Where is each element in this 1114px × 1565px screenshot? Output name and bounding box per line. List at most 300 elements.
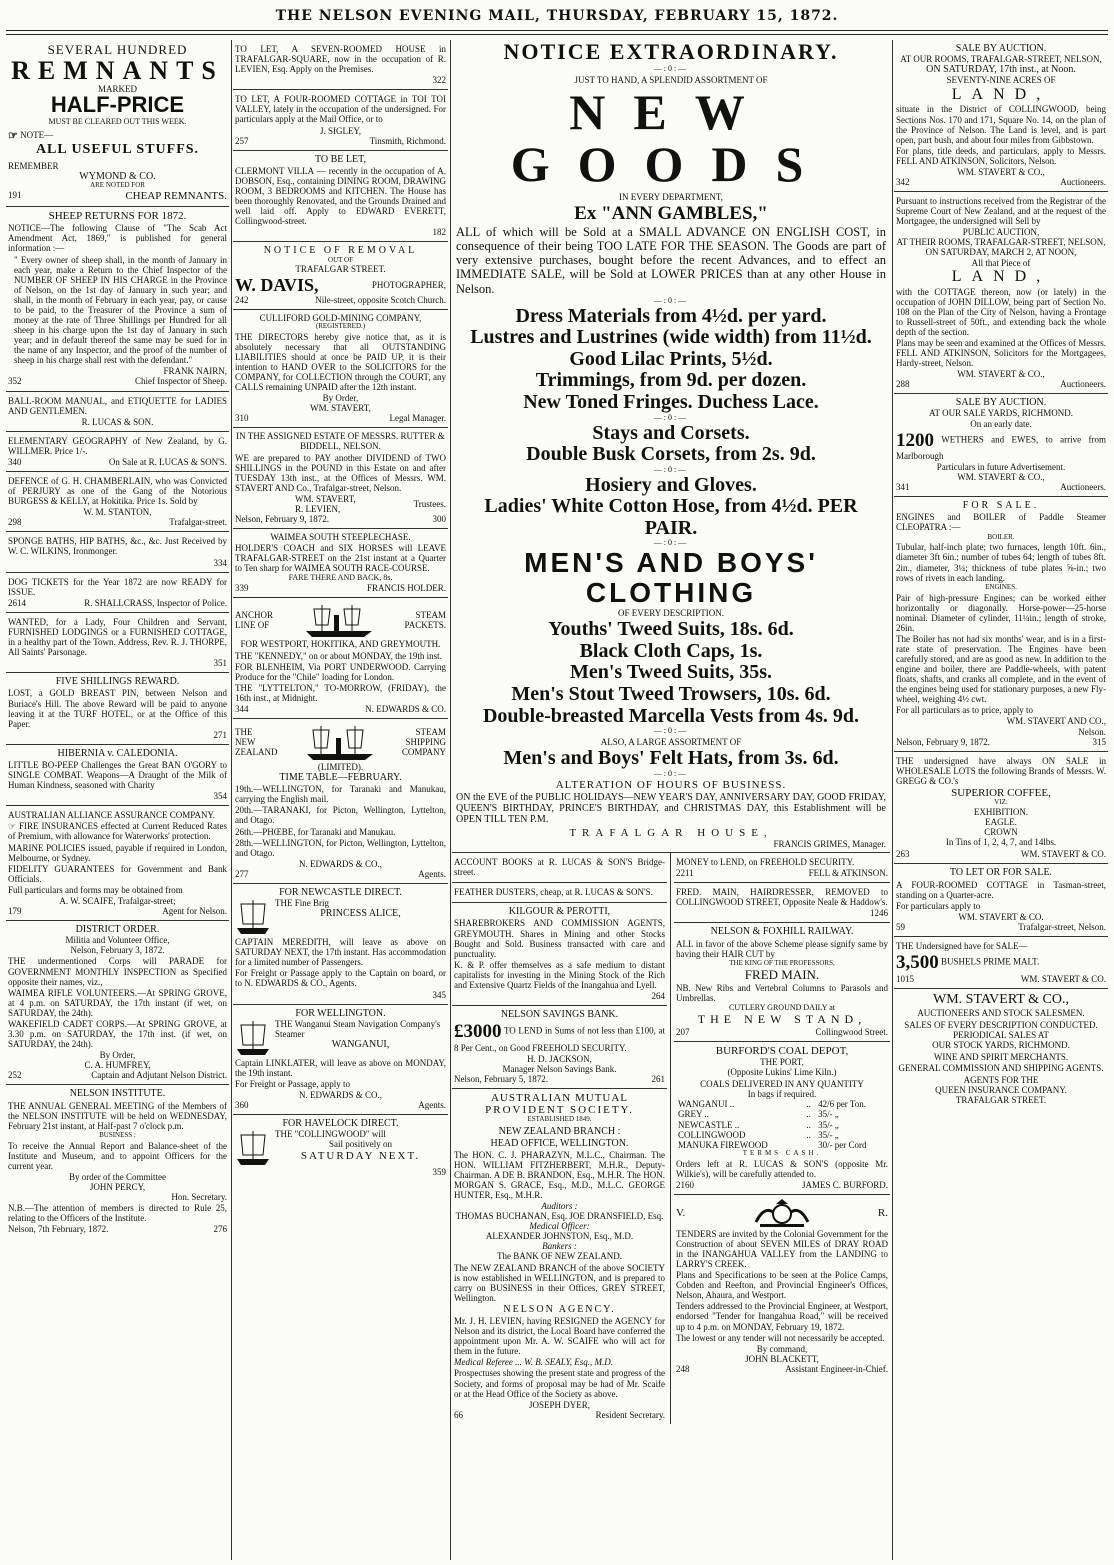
ad-signature: N. EDWARDS & CO.,	[298, 1090, 382, 1101]
ad-line: Trafalgar-street.	[169, 517, 227, 528]
ad-signature: WM. STAVERT & CO.,	[957, 166, 1045, 177]
ad-number: 59	[896, 921, 905, 932]
ad-waimea-steeplechase	[233, 529, 448, 598]
separator: —:0:—	[653, 63, 689, 73]
ad-line: Auctioneers.	[1060, 176, 1106, 187]
ad-line: AGENTS FOR THE	[963, 1074, 1039, 1085]
separator: —:0:—	[653, 295, 689, 305]
steamship-icon	[304, 601, 374, 639]
ad-signature: H. D. JACKSON,	[527, 1053, 592, 1064]
ad-number: 298	[8, 517, 22, 528]
ad-line: SHIPPING	[405, 736, 446, 747]
ad-signature: W. DAVIS,	[235, 274, 319, 295]
ad-body: WE are prepared to PAY another DIVIDEND of TWO SHILLINGS in the POUND in this Estate on and after TUESDAY 13th inst., at the Offices of Messrs. WM. STAVERT AND Co., Trafalgar-street, Nelson.	[235, 452, 446, 493]
ad-line: Medical Officer:	[529, 1221, 590, 1232]
ad-line: SEVENTY-NINE ACRES OF	[946, 75, 1056, 86]
ad-line: Agents.	[418, 1100, 446, 1111]
ad-signature: N. EDWARDS & CO.,	[298, 858, 382, 869]
ad-body: CLERMONT VILLA — recently in the occupation of A. DOBSON, Esq., containing DINING ROOM, DRAWING ROOM, 3 BEDROOMS and KITCHEN. The House has been thoroughly Renovated, and the Grounds Drained and well laid off. Apply to EDWARD EVERETT, Collingwood-street.	[235, 165, 446, 227]
ad-body: ☞ FIRE INSURANCES effected at Current Reduced Rates of Premium, with allowance for Waterworks' protection.	[8, 821, 227, 842]
sailing-ship-icon	[235, 898, 271, 936]
ad-line: V.	[676, 1206, 686, 1219]
ad-body: FIDELITY GUARANTEES for Government and Bank Officials.	[8, 863, 227, 884]
ad-body: Plans may be seen and examined at the Offices of Messrs. FELL AND ATKINSON, Solicitors for the Mortgagees, Hardy-street, Nelson.	[896, 337, 1106, 369]
ad-body: MARINE POLICIES issued, payable if required in London, Melbourne, or Sydney.	[8, 842, 227, 863]
table-cell: ..	[806, 1119, 811, 1130]
ad-number: 344	[235, 703, 249, 714]
ad-fred-main	[674, 883, 890, 923]
ad-line: Trustees.	[413, 498, 446, 509]
ad-heading: ALTERATION OF HOURS OF BUSINESS.	[555, 778, 787, 791]
ad-body: DEFENCE of G. H. CHAMBERLAIN, who was Convicted of PERJURY as one of the Gang of the Notorious BURGESS & KELLY, at Hokitika. Price 1s. Sold by	[8, 476, 227, 507]
table-cell: GREY ..	[678, 1109, 709, 1120]
ad-line: ZEALAND	[235, 747, 278, 757]
column-rule	[450, 40, 451, 1560]
ad-line: WINE AND SPIRIT MERCHANTS.	[933, 1052, 1069, 1063]
ad-sheep-returns	[6, 207, 229, 392]
ad-headline: NOTICE EXTRAORDINARY.	[503, 40, 839, 64]
ad-line: NEW	[235, 736, 256, 747]
ad-body: Pair of high-pressure Engines; can be worked either horizontally or diagonally. Horse-power—25-horse nominal. Diameter of cylinder, 11¼in.; length of stroke, 26in.	[896, 592, 1106, 633]
ad-heading: PROVIDENT SOCIETY.	[485, 1104, 634, 1117]
ad-body: WETHERS and EWES, to arrive from Marlborough	[896, 434, 1106, 461]
ad-body: ON the EVE of the PUBLIC HOLIDAYS—NEW YEAR'S DAY, ANNIVERSARY DAY, GOOD FRIDAY, QUEEN'S BIRTHDAY, PRINCE'S BIRTHDAY, and CHRISTMAS DAY, this Establishment will be OPEN TILL TEN P.M.	[456, 792, 886, 826]
ad-line: FOR WESTPORT, HOKITIKA, AND GREYMOUTH.	[240, 639, 441, 650]
ad-heading: KILGOUR & PEROTTI,	[508, 906, 611, 918]
ad-number: 2160	[676, 1179, 694, 1190]
ad-institute	[6, 1085, 229, 1238]
price-line: Lustres and Lustrines (wide width) from 11½d.	[470, 326, 872, 349]
ad-body: situate in the District of COLLINGWOOD, being Sections Nos. 170 and 171, Square No. 14, on the plan of the Province of Nelson. The Land is level, and is part open, part bush, and about four miles from Gibbstown.	[896, 104, 1106, 145]
ad-line: Legal Manager.	[389, 413, 446, 424]
ad-clermont-villa	[233, 151, 448, 243]
separator: —:0:—	[653, 464, 689, 474]
coal-price-table	[676, 1099, 888, 1149]
ad-line: AUCTIONEERS AND STOCK SALESMEN.	[917, 1008, 1085, 1019]
ad-number: 310	[235, 413, 249, 424]
ad-feather-dusters	[452, 883, 667, 903]
table-cell: 35/- „	[818, 1109, 839, 1120]
ad-heading: SALE BY AUCTION.	[955, 397, 1047, 409]
ad-body: THE Undersigned have for SALE—	[896, 941, 1028, 952]
ad-line: Nelson.	[1078, 726, 1106, 737]
ad-line: REMEMBER	[8, 160, 59, 171]
ad-body: For plans, title deeds, and particulars, apply to Messrs. FELL AND ATKINSON, Solicitors, Nelson.	[896, 145, 1106, 166]
ad-line: CROWN	[984, 827, 1018, 838]
ad-line: BOILER.	[987, 532, 1015, 541]
ad-body: ELEMENTARY GEOGRAPHY of New Zealand, by G. WILLMER. Price 1/-.	[8, 435, 227, 456]
table-cell: NEWCASTLE ..	[678, 1119, 740, 1130]
ad-body: CAPTAIN MEREDITH, will leave as above on SATURDAY NEXT, the 17th instant. Has accommodation for a limited number of Passengers.	[235, 937, 446, 968]
ad-signature: R. LEVIEN,	[295, 503, 341, 514]
ad-body: ENGINES and BOILER of Paddle Steamer CLEOPATRA :—	[896, 512, 1106, 533]
ad-line: ON SATURDAY, 17th inst., at Noon.	[926, 64, 1076, 76]
ad-line: TERMS CASH.	[742, 1148, 822, 1157]
ad-heading: THE NEW STAND,	[697, 1012, 867, 1027]
ad-line: NOTE—	[20, 129, 54, 140]
ad-line: (LIMITED).	[317, 761, 364, 772]
ad-body: NB. New Ribs and Vertebral Columns to Parasols and Umbrellas.	[676, 983, 888, 1004]
separator: —:0:—	[653, 726, 689, 736]
ad-body: Tubular, half-inch plate; two furnaces, length 10ft. 6in., diameter 3ft 6in.; number of tubes 64; length of tubes 8ft. 2in., diameter, 3¼; thickness of tube plates ⅝-in.; two rows of rivets in each landing.	[896, 542, 1106, 583]
ad-line: ENGINES.	[985, 582, 1017, 591]
table-cell: MANUKA FIREWOOD	[678, 1139, 768, 1150]
ad-nz-shipping	[233, 719, 448, 884]
ad-line: MARKED	[97, 83, 137, 94]
ad-body: 19th.—WELLINGTON, for Taranaki and Manukau, carrying the English mail.	[235, 784, 446, 805]
column-rule	[892, 40, 893, 1560]
ad-line: PUBLIC AUCTION,	[962, 227, 1040, 238]
price-line: Ladies' White Cotton Hose, from 4½d. PER PAIR.	[484, 495, 858, 539]
ad-amp-society	[452, 1089, 667, 1424]
ad-number: 271	[213, 729, 227, 740]
ad-hibernia	[6, 745, 229, 807]
ad-line: Chief Inspector of Sheep.	[135, 376, 227, 387]
ad-stavert-firm	[894, 989, 1108, 1108]
ad-heading: LAND,	[951, 267, 1051, 285]
ad-line: VIZ:	[994, 798, 1008, 807]
ad-line: By Order,	[322, 393, 359, 404]
ad-body: The Boiler has not had six months' wear, and is in a first-rate state of preservation. The Engines have been carefully stored, and are as good as new. In addition to the engine and boiler, there are Paddle-wheels, with patent floats, shafts, and cranks all complete, and in the event of the engines being used for stationary purposes, a new Fly-wheel, weighing 4½ cwt.	[896, 633, 1106, 705]
ad-malt	[894, 937, 1108, 989]
ad-line: WANGANUI,	[331, 1038, 390, 1050]
column-rule	[231, 40, 232, 1560]
ad-number: 264	[651, 991, 665, 1002]
ad-number: 261	[651, 1073, 665, 1084]
ad-number: 322	[432, 75, 446, 86]
ad-line: OF EVERY DESCRIPTION.	[618, 608, 724, 619]
ad-heading: CULLIFORD GOLD-MINING COMPANY,	[259, 312, 422, 323]
ad-line: SEVERAL HUNDRED	[47, 42, 188, 57]
ad-signature: WM. STAVERT & CO.	[1020, 974, 1106, 985]
ad-line: ON SATURDAY, MARCH 2, AT NOON,	[925, 247, 1077, 258]
ad-line: ESTABLISHED 1849.	[527, 1115, 592, 1124]
ad-body: LITTLE BO-PEEP Challenges the Great BAN O'GORY to SINGLE COMBAT. Weapons—A Draught of the Milk of Human Kindness, seasoned with Charity	[8, 760, 227, 791]
ad-line: Resident Secretary.	[595, 1409, 665, 1420]
ad-line: ALEXANDER JOHNSTON, Esq., M.D.	[485, 1231, 634, 1242]
ad-line: PERIODICAL SALES AT	[953, 1030, 1049, 1041]
ad-heading: HIBERNIA v. CALEDONIA.	[57, 747, 178, 759]
ad-heading: NELSON SAVINGS BANK.	[500, 1009, 619, 1021]
ad-line: Auctioneers.	[1060, 482, 1106, 493]
ad-number: 359	[432, 1167, 446, 1178]
separator: —:0:—	[653, 538, 689, 548]
ad-headline: HALF-PRICE	[50, 91, 185, 117]
amount: 1200	[896, 429, 934, 451]
ad-line: Assistant Engineer-in-Chief.	[785, 1363, 888, 1374]
ad-notice-of-removal	[233, 242, 448, 309]
ad-number: 360	[235, 1100, 249, 1111]
ad-signature: WM. STAVERT,	[310, 403, 371, 414]
ad-signature: JOHN BLACKETT,	[745, 1353, 819, 1364]
ad-line: ANCHOR	[235, 610, 274, 621]
ad-signature: WYMOND & CO.	[79, 170, 156, 182]
ad-line: Nelson, February 9, 1872.	[896, 736, 990, 747]
ad-line: Particulars in future Advertisement.	[936, 461, 1066, 472]
ad-line: By command,	[756, 1343, 808, 1354]
ad-signature: FRANCIS HOLDER.	[366, 583, 446, 594]
ad-number: 263	[896, 849, 910, 860]
ad-body: THE DIRECTORS hereby give notice that, as it is absolutely necessary that all OUTSTANDING LIABILITIES should at once be PAID UP, it is their intention to HAND OVER to the SOLICITORS for the COMPANY, for COLLECTION through the COURT, any CALLS remaining UNPAID after the 12th instant.	[235, 331, 446, 393]
ad-body: Medical Referee ... W. B. SEALY, Esq., M.D.	[454, 1357, 614, 1368]
ad-line: THOMAS BUCHANAN, Esq. JOE DRANSFIELD, Esq.	[455, 1211, 664, 1222]
ad-body: TENDERS are invited by the Colonial Government for the Construction of about SEVEN MILES of DRAY ROAD in the INANGAHUA VALLEY from the LANDING to LARRY'S CREEK.	[676, 1228, 888, 1270]
ad-culliford	[233, 310, 448, 429]
ad-heading: FRED MAIN.	[744, 966, 820, 982]
ad-heading: IN THE ASSIGNED ESTATE OF MESSRS. RUTTER & BIDDELL, NELSON.	[236, 431, 445, 452]
ad-line: TRAFALGAR STREET.	[295, 264, 386, 275]
ad-line: (Opposite Lukins' Lime Kiln.)	[727, 1067, 837, 1078]
ad-line: FARE THERE AND BACK, 8s.	[288, 573, 393, 583]
ad-line: Nelson, February 3, 1872.	[70, 945, 165, 956]
amount: 3,500	[896, 952, 939, 974]
ad-line: Nelson, February 5, 1872.	[454, 1073, 548, 1084]
ad-line: THE Fine Brig	[275, 898, 329, 909]
ad-line: GENERAL COMMISSION AND SHIPPING AGENTS.	[898, 1062, 1104, 1073]
royal-crest-icon	[752, 1198, 812, 1228]
ad-body: AUSTRALIAN ALLIANCE ASSURANCE COMPANY.	[8, 810, 216, 821]
ad-body: The NEW ZEALAND BRANCH of the above SOCIETY is now established in WELLINGTON, and is prepared to carry on BUSINESS in their Offices, GREY STREET, Wellington.	[454, 1262, 665, 1303]
ad-heading: FOR SALE.	[962, 500, 1040, 512]
ad-account-books	[452, 853, 667, 883]
pointing-hand-icon: ☞	[8, 129, 18, 142]
ad-body: BUSHELS PRIME MALT.	[941, 956, 1040, 967]
ad-line: PHOTOGRAPHER,	[371, 279, 446, 290]
ad-line: STEAM	[415, 726, 446, 737]
ad-notice-extraordinary	[452, 40, 890, 853]
ad-body: SHAREBROKERS AND COMMISSION AGENTS, GREYMOUTH. Shares in Mining and other Stocks Bought and Sold. Business transacted with care and punctuality.	[454, 918, 665, 959]
ad-number: 340	[8, 456, 22, 467]
ad-number: 277	[235, 868, 249, 879]
ad-line: EAGLE.	[985, 817, 1017, 828]
ad-money-to-lend	[674, 853, 890, 883]
ad-line: Tinsmith, Richmond.	[369, 135, 446, 146]
ad-body: Pursuant to instructions received from the Registrar of the Supreme Court of New Zealand, and at the request of the Mortgagee, the undersigned will Sell by	[896, 196, 1106, 227]
ad-remnants	[6, 40, 229, 207]
ad-line: In Tins of 1, 2, 4, 7, and 14lbs.	[945, 837, 1057, 848]
ad-line: THE Wanganui Steam Navigation Company's Steamer	[275, 1018, 441, 1039]
ad-heading: FOR WELLINGTON.	[295, 1007, 386, 1019]
ad-line: THE PORT,	[760, 1057, 804, 1068]
ad-signature: J. SIGLEY,	[319, 125, 362, 136]
ad-body: ALL in favor of the above Scheme please signify same by having their HAIR CUT by	[676, 938, 888, 959]
ad-line: IN EVERY DEPARTMENT,	[619, 191, 723, 202]
ad-heading: AUSTRALIAN MUTUAL	[490, 1091, 629, 1104]
table-cell: 35/- „	[818, 1129, 839, 1140]
ad-headline: REMNANTS	[11, 55, 224, 85]
ad-body: ACCOUNT BOOKS at R. LUCAS & SON'S Bridge-street.	[454, 857, 665, 878]
ad-body: WANTED, for a Lady, Four Children and Servant, FURNISHED LODGINGS or a FURNISHED COTTAGE, in a healthy part of the Town. Address, Rev. R. J. THORPE, All Saints' Parsonage.	[8, 616, 227, 658]
ad-signature: WM. STAVERT & CO.	[958, 911, 1044, 922]
ad-line: Agent for Nelson.	[162, 906, 227, 917]
ad-to-let-or-sale	[894, 864, 1108, 937]
ad-heading: SHEEP RETURNS FOR 1872.	[48, 209, 187, 222]
ad-body: Orders left at R. LUCAS & SON'S (opposite Mr. Wilkie's), will be carefully attended to.	[676, 1158, 888, 1179]
ad-number: 351	[213, 658, 227, 669]
ad-signature: WM. STAVERT,	[295, 493, 356, 504]
column-3-right	[671, 853, 890, 1424]
ad-line: ARE NOTED FOR	[90, 180, 145, 189]
ad-heading: TO BE LET,	[314, 153, 366, 165]
ad-line: COALS DELIVERED IN ANY QUANTITY	[700, 1079, 864, 1090]
ad-number: 2614	[8, 597, 26, 608]
column-3-lower	[452, 853, 890, 1424]
ad-signature: N. EDWARDS & CO.	[365, 703, 446, 714]
ad-rutter-biddell	[233, 428, 448, 529]
ad-signature: FRANK NAIRN,	[163, 366, 227, 377]
ad-coal-depot	[674, 1042, 890, 1195]
ad-heading: LAND,	[951, 85, 1051, 103]
ad-line: In bags if required.	[747, 1089, 817, 1100]
table-row	[676, 1099, 888, 1109]
ad-heading: TO LET OR FOR SALE.	[949, 867, 1053, 879]
ad-body: A FOUR-ROOMED COTTAGE in Tasman-street, standing on a Quarter-acre.	[896, 879, 1106, 900]
ad-signature: R. SHALLCRASS, Inspector of Police.	[84, 597, 227, 608]
ad-line: Hon. Secretary.	[171, 1192, 227, 1203]
ad-number: 339	[235, 583, 249, 594]
ad-number: 257	[235, 135, 249, 146]
ad-line: Auctioneers.	[1060, 379, 1106, 390]
ad-body: with the COTTAGE thereon, now (or lately) in the occupation of JOHN DILLOW, being part of Section No. 108 on the Plan of the City of Nelson, having a Frontage to Russell-street of 50ft., and extending back the whole depth of the section.	[896, 286, 1106, 337]
ad-body: For Freight or Passage, apply to	[235, 1078, 350, 1089]
ad-line: Captain and Adjutant Nelson District.	[91, 1070, 227, 1081]
ad-line: Sail positively on	[329, 1139, 392, 1150]
column-4	[894, 40, 1108, 1555]
ad-line: Manager Nelson Savings Bank.	[502, 1063, 617, 1074]
sailing-ship-icon	[235, 1019, 271, 1057]
ad-line: OUT OF	[328, 255, 353, 264]
price-line: Men's Tweed Suits, 35s.	[569, 661, 773, 684]
ad-havelock	[233, 1115, 448, 1181]
ad-line: THE	[235, 726, 253, 737]
ad-heading: SALE BY AUCTION.	[955, 43, 1047, 54]
ad-line: JUST TO HAND, A SPLENDID ASSORTMENT OF	[574, 74, 768, 85]
ad-body: For Freight or Passage apply to the Captain on board, or to N. EDWARDS & CO., Agents.	[235, 968, 446, 989]
ad-signature: C. A. HUMFREY,	[84, 1060, 151, 1071]
ad-geography	[6, 432, 229, 472]
table-cell: ..	[806, 1129, 811, 1140]
ad-body: 26th.—PHŒBE, for Taranaki and Manukau.	[235, 826, 396, 837]
ad-body: LOST, a GOLD BREAST PIN, between Nelson and Buriace's Hill. The above Reward will be paid to anyone leaving it at the TURF HOTEL, or at the Office of this Paper.	[8, 688, 227, 729]
ad-to-let-house	[233, 40, 448, 90]
ad-body: TO LET, A FOUR-ROOMED COTTAGE in TOI TOI VALLEY, lately in the occupation of the undersigned. For particulars apply at the Mail Office, or to	[235, 94, 446, 125]
ad-for-sale-engines	[894, 497, 1108, 751]
ad-heading: NELSON INSTITUTE.	[69, 1088, 166, 1100]
ad-heading: FOR NEWCASTLE DIRECT.	[279, 886, 402, 898]
ad-headline: Ex "ANN GAMBLES,"	[574, 202, 768, 224]
price-line: Hosiery and Gloves.	[585, 473, 757, 496]
table-cell: WANGANUI ..	[678, 1099, 735, 1110]
ad-number: 334	[213, 557, 227, 568]
ad-line: OUR STOCK YARDS, RICHMOND.	[932, 1040, 1070, 1051]
table-row	[676, 1130, 888, 1140]
ad-number: 252	[8, 1070, 22, 1081]
ad-district-order	[6, 921, 229, 1085]
ad-body: The HON. C. J. PHARAZYN, M.L.C., Chairman. The HON. WILLIAM FITZHERBERT, M.H.R., Deputy-Chairman. A DE B. BRANDON, Esq., M.H.R. The HON. MORGAN S. GRACE, Esq., M.D., M.L.C. GEORGE HUNTER, Esq., M.H.R.	[454, 1149, 665, 1200]
ad-gregg-coffee	[894, 752, 1108, 865]
ad-body: Prospectuses showing the present state and progress of the Society, and forms of proposal may be had of Mr. Scaife or at the Head Office of the Society as above.	[454, 1368, 665, 1399]
ad-body: 28th.—WELLINGTON, for Picton, Wellington, Lyttelton, and Otago.	[235, 837, 446, 858]
ad-number: 182	[432, 227, 446, 238]
ad-line: All that Piece of	[971, 257, 1031, 268]
ad-line: ALSO, A LARGE ASSORTMENT OF	[600, 737, 742, 748]
ad-body: ALL of which will be Sold at a SMALL ADVANCE ON ENGLISH COST, in consequence of their being TOO LATE FOR THE SEASON. The Goods are part of very extensive purchases, bought before the recent Advances, and to effect an IMMEDIATE SALE, will be Sold at LOWER PRICES than at any other House in Nelson.	[456, 225, 886, 296]
ad-number: 248	[676, 1363, 690, 1374]
ad-body: FRED. MAIN, HAIRDRESSER, REMOVED to COLLINGWOOD STREET, Opposite Neale & Haddow's.	[676, 887, 888, 908]
table-cell: 42/6 per Ton.	[818, 1099, 867, 1110]
ad-number: 276	[213, 1224, 227, 1235]
ad-wellington	[233, 1005, 448, 1116]
ad-newcastle	[233, 884, 448, 1005]
ad-line: EXHIBITION.	[973, 807, 1029, 818]
amount: £3000	[454, 1021, 502, 1043]
ad-heading: FIVE SHILLINGS REWARD.	[55, 676, 180, 688]
ad-line: PACKETS.	[404, 620, 446, 631]
ad-line: THE KING OF THE PROFESSORS,	[729, 958, 835, 967]
ad-heading: SUPERIOR COFFEE,	[951, 786, 1051, 799]
ad-line: Bankers :	[542, 1241, 577, 1252]
ad-heading: NELSON & FOXHILL RAILWAY.	[710, 926, 854, 938]
ad-body: HOLDER'S COACH and SIX HORSES will LEAVE TRAFALGAR-STREET on the 21st instant at a Quarter to Ten sharp for WAIMEA SOUTH RACE-COURSE.	[235, 543, 446, 574]
ad-line: CUTLERY GROUND DAILY at	[729, 1003, 835, 1013]
ad-line: (REGISTERED.)	[315, 321, 366, 330]
ad-signature: JOHN PERCY,	[89, 1181, 146, 1192]
ad-number: 207	[676, 1026, 690, 1037]
ad-heading: NELSON AGENCY.	[503, 1303, 616, 1315]
table-cell: 30/- per Cord	[818, 1139, 867, 1150]
ad-body: To receive the Annual Report and Balance-sheet of the Institute and Museum, and to appoint Officers for the current year.	[8, 1140, 227, 1171]
ad-line: STEAM	[415, 610, 446, 621]
ad-body: WAKEFIELD CADET CORPS.—At SPRING GROVE, at 3.30 p.m. on SATURDAY, the 17th inst. (if wet, on SATURDAY, the 24th).	[8, 1018, 227, 1050]
sailing-ship-icon	[235, 1129, 271, 1167]
ad-number: 242	[235, 294, 249, 305]
ad-heading: BURFORD'S COAL DEPOT,	[715, 1044, 849, 1057]
ad-line: CHEAP REMNANTS.	[125, 189, 227, 202]
price-line: Trimmings, from 9d. per dozen.	[535, 369, 807, 392]
ad-number: 66	[454, 1409, 463, 1420]
ad-line: ALL USEFUL STUFFS.	[35, 141, 200, 157]
ad-body: K. & P. offer themselves as a safe medium to distant capitalists for investing in the Mining Stock of the Rich and Extensive Quartz Fields of the Inangahua and Lyell.	[454, 959, 665, 990]
table-cell: 35/- „	[818, 1119, 839, 1130]
ad-line: AT OUR ROOMS, TRAFALGAR-STREET, NELSON,	[900, 54, 1102, 65]
ad-ballroom	[6, 392, 229, 432]
ad-reward	[6, 673, 229, 745]
ad-line: BUSINESS :	[99, 1130, 136, 1139]
price-line: Good Lilac Prints, 5½d.	[569, 347, 773, 370]
ad-heading: WAIMEA SOUTH STEEPLECHASE.	[270, 532, 411, 543]
price-line: Double Busk Corsets, from 2s. 9d.	[526, 443, 816, 466]
ad-number: 179	[8, 906, 22, 917]
ad-savings-bank	[452, 1006, 667, 1089]
ad-line: THE "COLLINGWOOD" will	[275, 1129, 386, 1140]
separator: —:0:—	[653, 412, 689, 422]
ad-number: 288	[896, 379, 910, 390]
ad-heading: DISTRICT ORDER.	[75, 924, 160, 936]
ad-heading: HEAD OFFICE, WELLINGTON.	[490, 1137, 629, 1149]
ad-foxhill-railway	[674, 923, 890, 1041]
ad-body: BALL-ROOM MANUAL, and ETIQUETTE for LADIES AND GENTLEMEN.	[8, 395, 227, 416]
ad-body: Tenders addressed to the Provincial Engineer, at Westport, endorsed "Tender for Inangahua Road," will be received up to 4 p.m. on MONDAY, February 19, 1872.	[676, 1301, 888, 1332]
ad-kilgour-perotti	[452, 903, 667, 1006]
ad-heading: NOTICE OF REMOVAL	[263, 245, 418, 257]
ad-line: By Order,	[99, 1050, 136, 1061]
ad-signature: W. M. STANTON,	[83, 507, 152, 518]
ad-headline: MEN'S AND BOYS' CLOTHING	[524, 547, 818, 608]
ad-line: PRINCESS ALICE,	[320, 908, 401, 920]
ad-headline: NEW GOODS	[510, 83, 832, 193]
table-cell: ..	[806, 1109, 811, 1120]
ad-auction-cottage	[894, 192, 1108, 394]
